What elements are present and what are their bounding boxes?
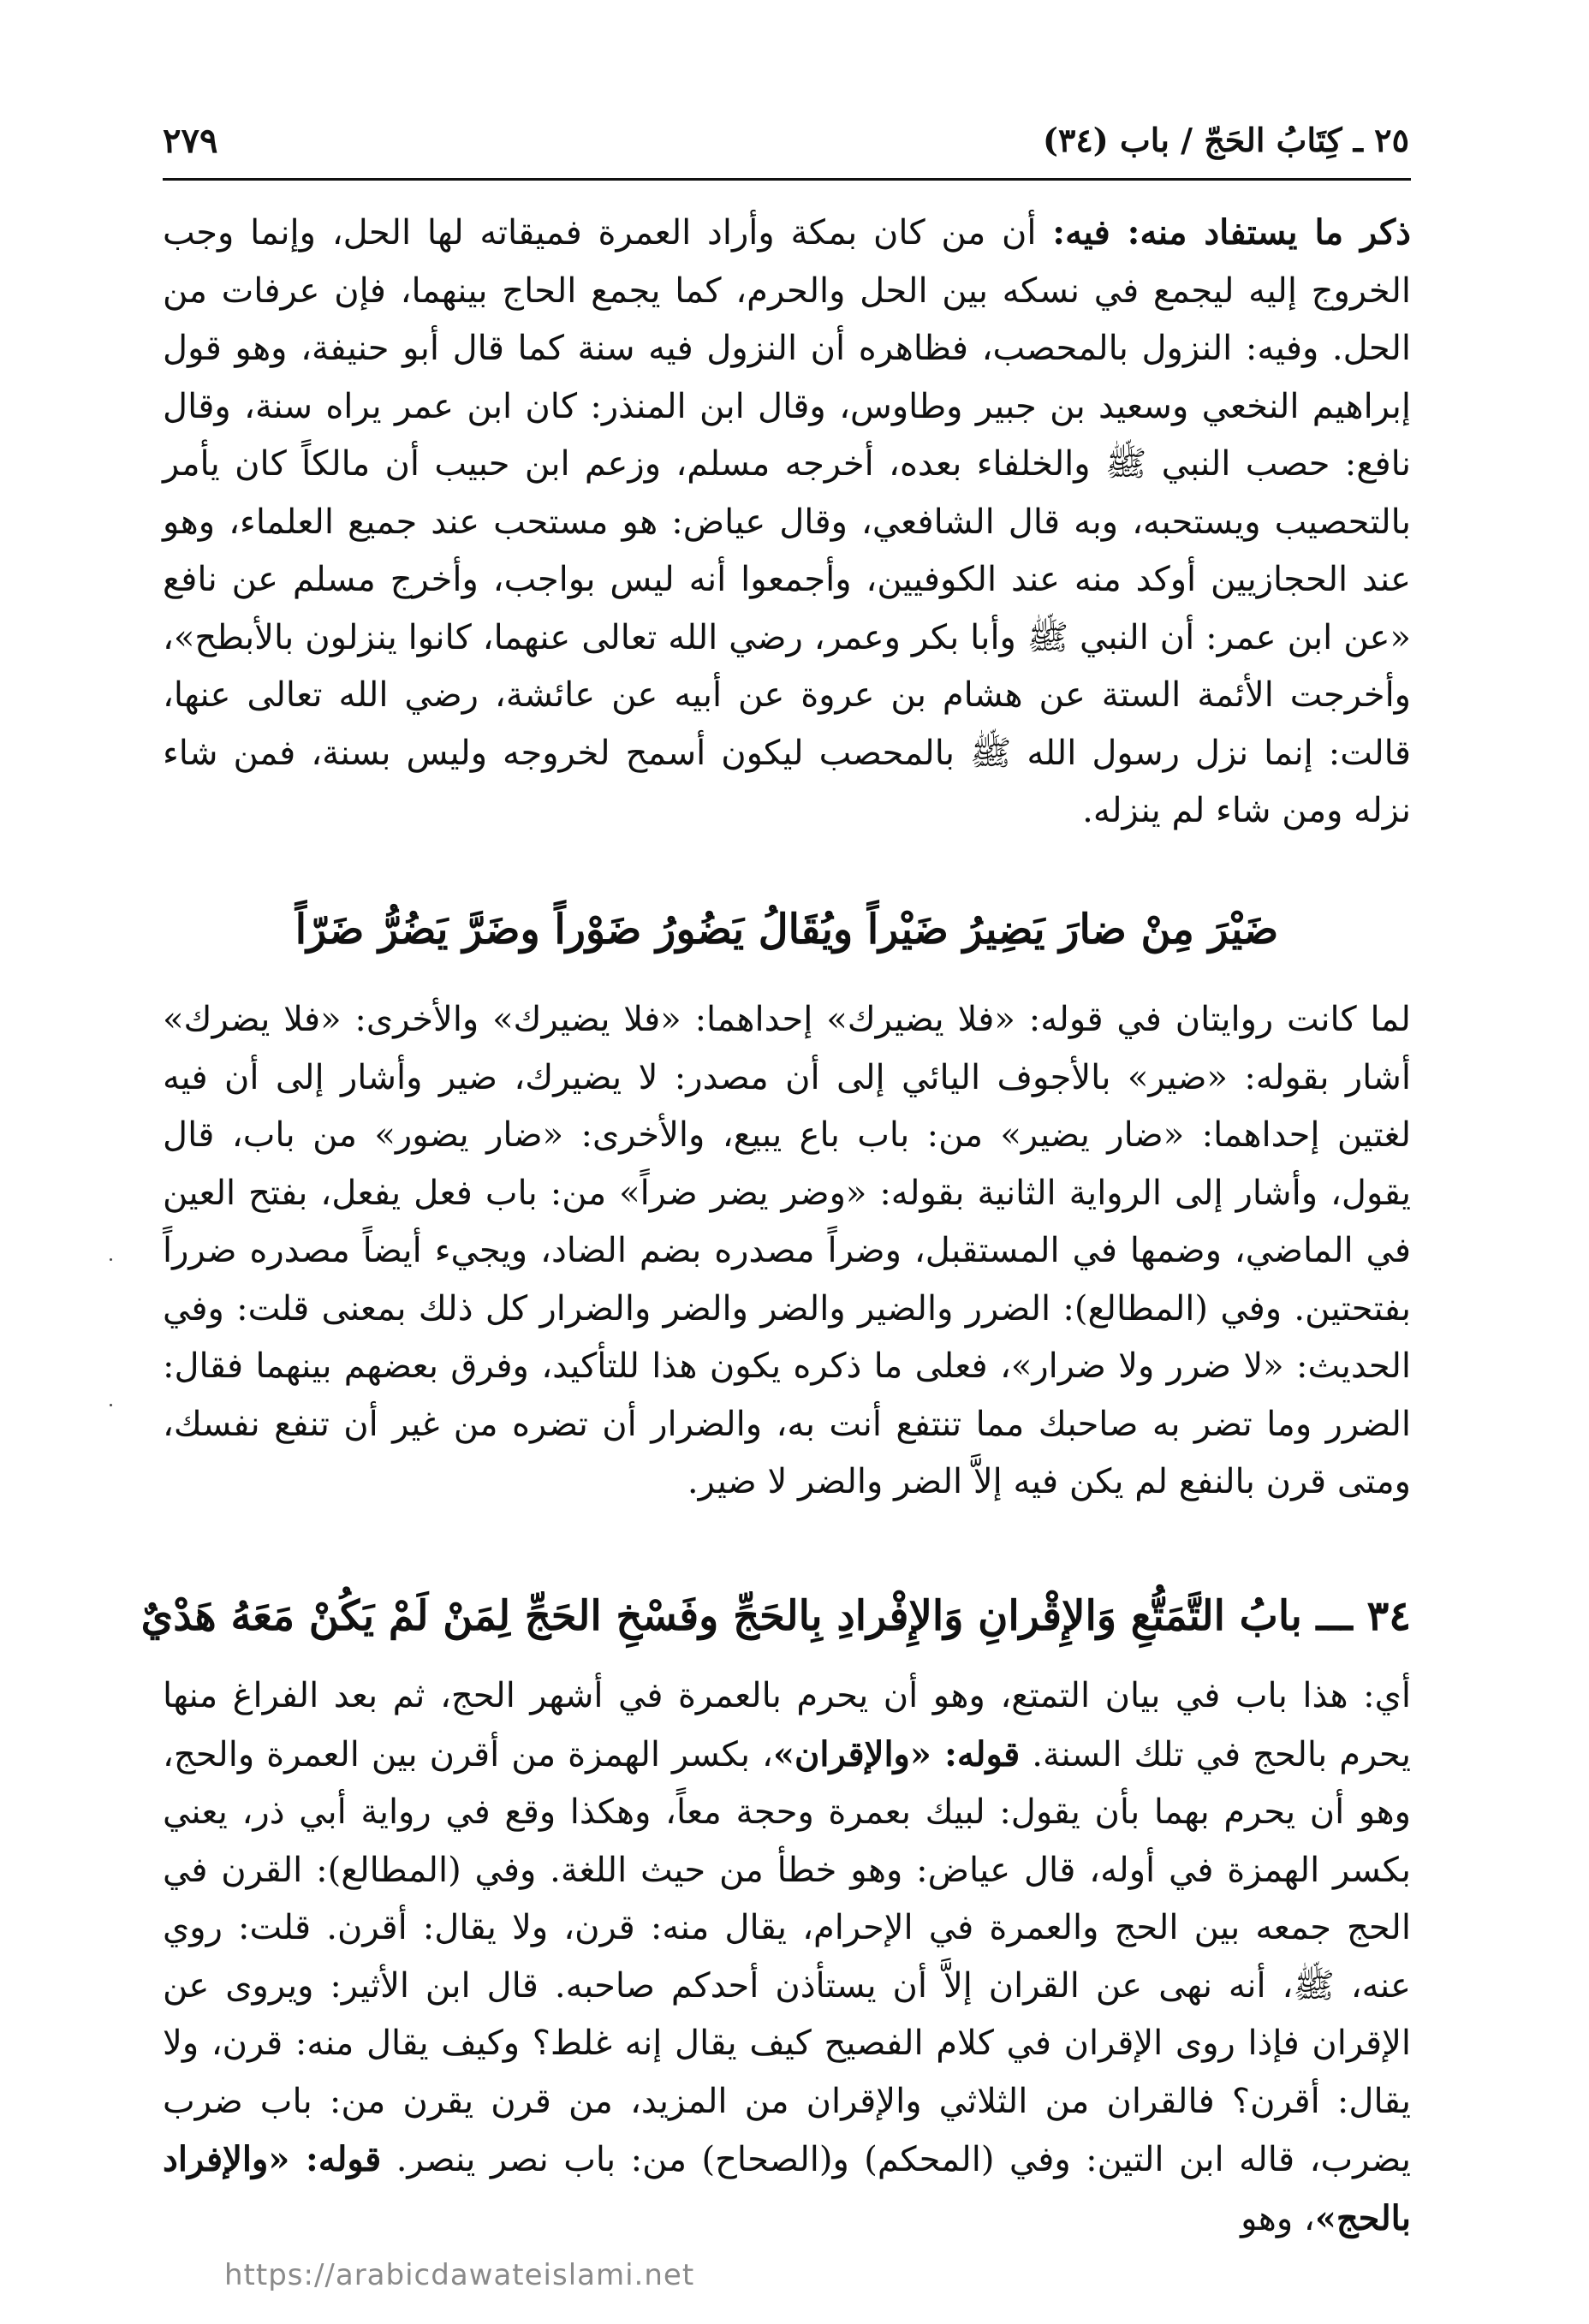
paragraph-text: ، وهو: [1241, 2198, 1315, 2238]
section-heading-dayr: ضَيْرَ مِنْ ضارَ يَضِيرُ ضَيْراً ويُقَالُ يَضُورُ ضَوْراً وضَرَّ يَضُرُّ ضَرّاً: [295, 906, 1279, 954]
paragraph-benefits: [163, 204, 1411, 841]
paragraph-tamattu: [163, 1667, 1411, 2248]
paragraph-dayr-explanation: لما كانت روايتان في قوله: «فلا يضيرك» إحداهما: «فلا يضيرك» والأخرى: «فلا يضرك» أشار بقوله: «ضير» بالأجوف اليائي إلى أن مصدر: لا يضيرك، ضير وأشار إلى أن فيه لغتين إحداهما: «ضار يضير» من: باب باع يبيع، والأخرى: «ضار يضور» من باب، قال يقول، وأشار إلى الرواية الثانية بقوله: «وضر يضر ضراً» من: باب فعل يفعل، بفتح العين في الماضي، وضمها في المستقبل، وضراً مصدره بضم الضاد، ويجيء أيضاً مصدره ضرراً بفتحتين. وفي (المطالع): الضرر والضير والضر والضر والضرار كل ذلك بمعنى قلت: وفي الحديث: «لا ضرر ولا ضرار»، فعلى ما ذكره يكون هذا للتأكيد، وفرق بعضهم بينهما فقال: الضرر وما تضر به صاحبك مما تنتفع أنت به، والضرار أن تضره من غير أن تنفع نفسك، ومتى قرن بالنفع لم يكن فيه إلاَّ الضر والضر لا ضير.: [163, 1000, 1412, 1501]
chapter-heading-34: ٣٤ ـــ بابُ التَّمَتُّعِ وَالإِقْرانِ وَالإِفْرادِ بِالحَجِّ وفَسْخِ الحَجِّ لِمَنْ لَمْ يَكُنْ مَعَهُ هَدْيٌ: [140, 1592, 1411, 1640]
paragraph-text: أن من كان بمكة وأراد العمرة فميقاته لها الحل، وإنما وجب الخروج إليه ليجمع في نسكه بين الحل والحرم، كما يجمع الحاج بينهما، فإن عرفات من الحل. وفيه: النزول بالمحصب، فظاهره أن النزول فيه سنة كما قال أبو حنيفة، وهو قول إبراهيم النخعي وسعيد بن جبير وطاوس، وقال ابن المنذر: كان ابن عمر يراه سنة، وقال نافع: حصب النبي ﷺ والخلفاء بعده، أخرجه مسلم، وزعم ابن حبيب أن مالكاً كان يأمر بالتحصيب ويستحبه، وبه قال الشافعي، وقال عياض: هو مستحب عند جميع العلماء، وهو عند الحجازيين أوكد منه عند الكوفيين، وأجمعوا أنه ليس بواجب، وأخرج مسلم عن نافع «عن ابن عمر: أن النبي ﷺ وأبا بكر وعمر، رضي الله تعالى عنهما، كانوا ينزلون بالأبطح»، وأخرجت الأئمة الستة عن هشام بن عروة عن أبيه عن عائشة، رضي الله تعالى عنها، قالت: إنما نزل رسول الله ﷺ بالمحصب ليكون أسمح لخروجه وليس بسنة، فمن شاء نزله ومن شاء لم ينزله.: [163, 213, 1411, 830]
paragraph-text: ، بكسر الهمزة من أقرن بين العمرة والحج، وهو أن يحرم بهما بأن يقول: لبيك بعمرة وحجة معاً، وهكذا وقع في رواية أبي ذر، يعني بكسر الهمزة في أوله، قال عياض: وهو خطأ من حيث اللغة. وفي (المطالع): القرن في الحج جمعه بين الحج والعمرة في الإحرام، يقال منه: قرن، ولا يقال: أقرن. قلت: روي عنه، ﷺ، أنه نهى عن القران إلاَّ أن يستأذن أحدكم صاحبه. قال ابن الأثير: ويروى عن الإقران فإذا روى الإقران في كلام الفصيح كيف يقال إنه غلط؟ وكيف يقال منه: قرن، ولا يقال: أقرن؟ فالقران من الثلاثي والإقران من المزيد، من قرن يقرن من: باب ضرب يضرب، قاله ابن التين: وفي (المحكم) و(الصحاح) من: باب نصر ينصر.: [163, 1734, 1412, 2179]
watermark-url[interactable]: https://arabicdawateislami.net: [224, 2258, 695, 2292]
page-number: ٢٧٩: [163, 121, 218, 161]
header-divider: [163, 178, 1411, 181]
margin-mark: [110, 1404, 112, 1406]
chapter-title: ٢٥ ـ كِتَابُ الحَجّ / باب (٣٤): [1042, 121, 1409, 159]
paragraph-text: أي: هذا باب في بيان التمتع، وهو أن يحرم بالعمرة في أشهر الحج، ثم بعد الفراغ منها يحرم بالحج في تلك السنة.: [163, 1676, 1412, 1774]
paragraph-lead: ذكر ما يستفاد منه: فيه:: [1052, 212, 1411, 253]
keyword-ifrad: قوله: «والإفراد بالحج»: [163, 2139, 1411, 2238]
margin-mark: [110, 1258, 112, 1261]
keyword-iqran: قوله: «والإقران»: [772, 1733, 1021, 1774]
running-header: [163, 116, 1409, 175]
